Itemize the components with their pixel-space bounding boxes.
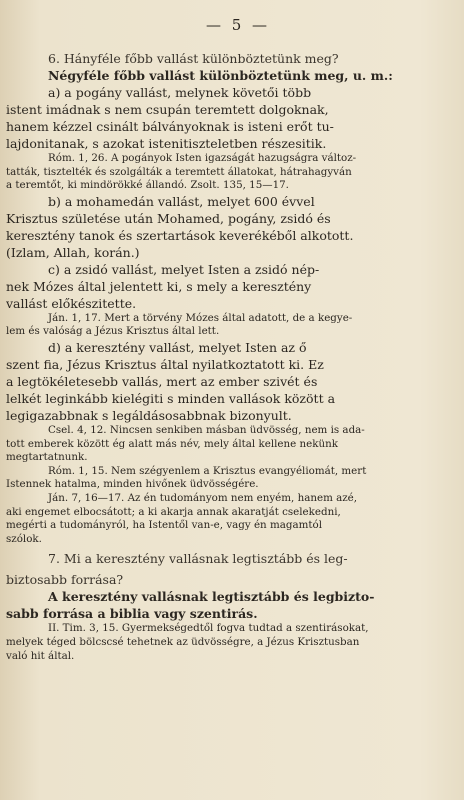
text-line: c) a zsidó vallást, melyet Isten a zsidó nép- bbox=[48, 261, 320, 277]
text-line: vallást előkészitette. bbox=[6, 295, 137, 311]
text-line: lajdonitanak, s azokat istenitiszteletben részesitik. bbox=[6, 136, 327, 151]
text-line: Róm. 1, 26. A pogányok Isten igazságát hazugságra változ- bbox=[48, 152, 357, 164]
text-line: legigazabbnak s legáldásosabbnak bizonyult. bbox=[6, 407, 292, 423]
text-line: tatták, tisztelték és szolgálták a teremtett állatokat, hátrahagyván bbox=[6, 165, 352, 178]
text-line: hanem kézzel csinált bálványoknak is isteni erőt tu- bbox=[6, 119, 334, 134]
text-line: A keresztény vallásnak legtisztább és legbizto- bbox=[48, 589, 375, 605]
text-line: lelkét leginkább kielégiti s minden vallások között a bbox=[6, 390, 336, 406]
text-line: a) a pogány vallást, melynek követői több bbox=[48, 85, 312, 100]
text-line: d) a keresztény vallást, melyet Isten az ő bbox=[48, 339, 307, 355]
text-line: szólok. bbox=[6, 532, 42, 545]
text-line: nek Mózes által jelentett ki, s mely a keresztény bbox=[6, 278, 312, 294]
text-line: Csel. 4, 12. Nincsen senkiben másban üdvösség, nem is ada- bbox=[48, 423, 365, 436]
text-line: Krisztus születése után Mohamed, pogány, zsidó és bbox=[6, 210, 331, 226]
text-line: tott emberek között ég alatt más név, mely által kellene nekünk bbox=[6, 437, 338, 450]
text-line: sabb forrása a biblia vagy szentirás. bbox=[6, 606, 258, 622]
text-line: 6. Hányféle főbb vallást különböztetünk meg? bbox=[48, 51, 339, 66]
page-body bbox=[6, 50, 450, 663]
text-line: megérti a tudományról, ha Istentől van-e, vagy én magamtól bbox=[6, 519, 322, 532]
text-line: való hit által. bbox=[6, 649, 75, 662]
text-line: Ján. 1, 17. Mert a törvény Mózes által adatott, de a kegye- bbox=[48, 311, 353, 324]
text-line: istent imádnak s nem csupán teremtett dolgoknak, bbox=[6, 102, 329, 117]
text-line: szent fia, Jézus Krisztus által nyilatkoztatott ki. Ez bbox=[6, 356, 324, 372]
text-line: Ján. 7, 16—17. Az én tudományom nem enyém, hanem azé, bbox=[48, 491, 358, 504]
text-line: II. Tim. 3, 15. Gyermekségedtől fogva tudtad a szentirásokat, bbox=[48, 622, 369, 635]
text-line: b) a mohamedán vallást, melyet 600 évvel bbox=[48, 193, 315, 209]
text-line: megtartatnunk. bbox=[6, 451, 88, 464]
text-line: 7. Mi a keresztény vallásnak legtisztább és leg- bbox=[48, 551, 348, 567]
text-line: (Izlam, Allah, korán.) bbox=[6, 244, 140, 260]
text-line: a teremtőt, ki mindörökké állandó. Zsolt. 135, 15—17. bbox=[6, 179, 289, 192]
text-line: Istennek hatalma, minden hivőnek üdvösségére. bbox=[6, 478, 259, 491]
text-line: lem és valóság a Jézus Krisztus által lett. bbox=[6, 325, 220, 338]
text-line: melyek téged bölcscsé tehetnek az üdvösségre, a Jézus Krisztusban bbox=[6, 635, 360, 648]
page-number: — 5 — bbox=[205, 16, 271, 34]
text-line: keresztény tanok és szertartások keverékéből alkotott. bbox=[6, 227, 354, 243]
text-line: aki engemet elbocsátott; a ki akarja annak akaratját cselekedni, bbox=[6, 505, 341, 518]
text-line: a legtökéletesebb vallás, mert az ember szivét és bbox=[6, 373, 318, 389]
text-line: Róm. 1, 15. Nem szégyenlem a Krisztus evangyéliomát, mert bbox=[48, 464, 367, 477]
text-line: Négyféle főbb vallást különböztetünk meg, u. m.: bbox=[48, 68, 393, 83]
text-line: biztosabb forrása? bbox=[6, 572, 124, 588]
